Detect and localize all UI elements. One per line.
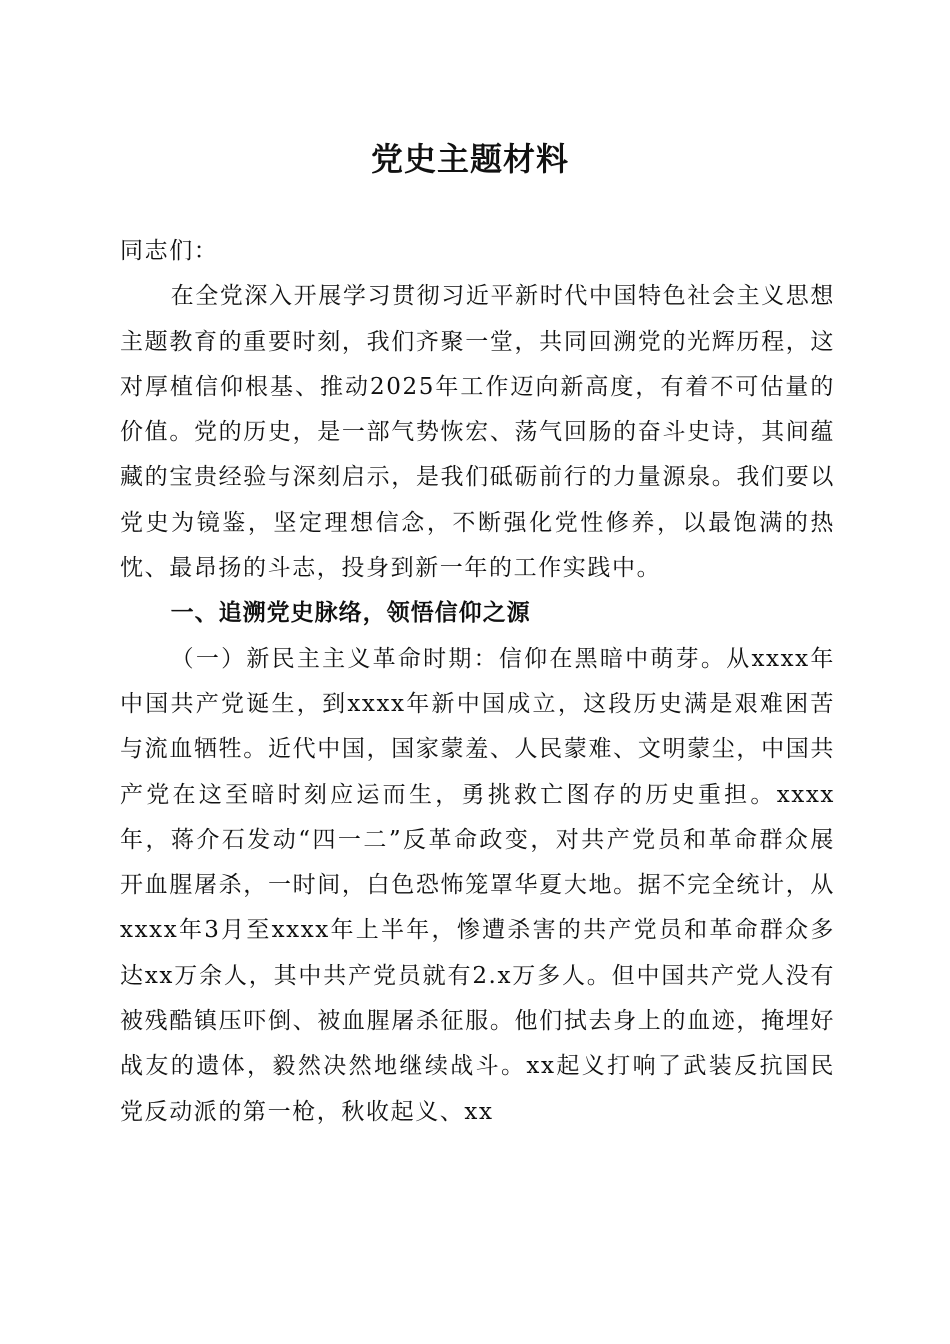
subsection-heading: （一）新民主主义革命时期：信仰在黑暗中萌芽。: [170, 645, 727, 672]
subsection-body: 从xxxx年中国共产党诞生，到xxxx年新中国成立，这段历史满是艰难困苦与流血牺牲。近代中国，国家蒙羞、人民蒙难、文明蒙尘，中国共产党在这至暗时刻应运而生，勇挑救亡图存的历史重担。xxxx年，蒋介石发动“四一二”反革命政变，对共产党员和革命群众展开血腥屠杀，一时间，白色恐怖笼罩华夏大地。据不完全统计，从xxxx年3月至xxxx年上半年，惨遭杀害的共产党员和革命群众多达xx万余人，其中共产党员就有2.x万多人。但中国共产党人没有被残酷镇压吓倒、被血腥屠杀征服。他们拭去身上的血迹，掩埋好战友的遗体，毅然决然地继续战斗。xx起义打响了武装反抗国民党反动派的第一枪，秋收起义、xx: [120, 645, 835, 1125]
document-body: [120, 229, 835, 1135]
document-title: 党史主题材料: [370, 140, 569, 178]
section-heading: 一、追溯党史脉络，领悟信仰之源: [170, 600, 531, 627]
salutation: 同志们：: [120, 238, 219, 264]
intro-paragraph: 在全党深入开展学习贯彻习近平新时代中国特色社会主义思想主题教育的重要时刻，我们齐聚一堂，共同回溯党的光辉历程，这对厚植信仰根基、推动2025年工作迈向新高度，有着不可估量的价值。党的历史，是一部气势恢宏、荡气回肠的奋斗史诗，其间蕴藏的宝贵经验与深刻启示，是我们砥砺前行的力量源泉。我们要以党史为镜鉴，坚定理想信念，不断强化党性修养，以最饱满的热忱、最昂扬的斗志，投身到新一年的工作实践中。: [120, 283, 835, 582]
subsection-paragraph: [120, 637, 835, 1135]
